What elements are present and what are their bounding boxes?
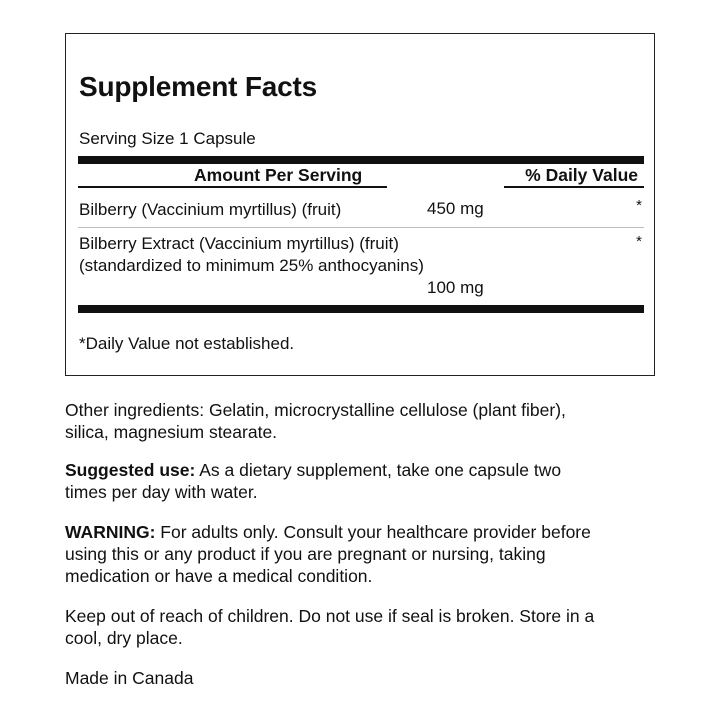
suggested-use-line1 <box>65 459 665 481</box>
suggested-use-text1: As a dietary supplement, take one capsule two <box>195 460 562 480</box>
thick-divider-bottom <box>78 305 644 313</box>
header-underline-right <box>504 186 644 188</box>
ingredient-dv-bilberry-extract: * <box>636 233 642 250</box>
ingredient-amount-bilberry: 450 mg <box>427 199 484 218</box>
suggested-use <box>65 459 665 503</box>
warning-line2: using this or any product if you are pregnant or nursing, taking <box>65 544 546 564</box>
facts-title: Supplement Facts <box>79 71 317 102</box>
thick-divider-top <box>78 156 644 164</box>
serving-size: Serving Size 1 Capsule <box>79 129 256 148</box>
country-of-origin: Made in Canada <box>65 668 194 688</box>
header-amount-per-serving: Amount Per Serving <box>194 165 363 185</box>
ingredient-name-bilberry-extract-line2: (standardized to minimum 25% anthocyanins) <box>79 256 424 275</box>
row-divider <box>78 227 644 228</box>
ingredient-name-bilberry-extract-line1: Bilberry Extract (Vaccinium myrtillus) (fruit) <box>79 234 399 253</box>
suggested-use-line2: times per day with water. <box>65 482 258 502</box>
storage-notice <box>65 605 665 649</box>
storage-notice-line2: cool, dry place. <box>65 628 183 648</box>
warning-text1: For adults only. Consult your healthcare provider before <box>155 522 591 542</box>
storage-notice-line1: Keep out of reach of children. Do not use if seal is broken. Store in a <box>65 606 595 626</box>
suggested-use-label: Suggested use: <box>65 460 196 480</box>
header-daily-value: % Daily Value <box>525 165 638 185</box>
ingredient-name-bilberry: Bilberry (Vaccinium myrtillus) (fruit) <box>79 200 342 219</box>
warning-line1 <box>65 521 665 543</box>
other-ingredients-line1: Other ingredients: Gelatin, microcrystalline cellulose (plant fiber), <box>65 400 566 420</box>
other-ingredients <box>65 399 665 443</box>
warning-line3: medication or have a medical condition. <box>65 566 373 586</box>
daily-value-footnote: *Daily Value not established. <box>79 334 295 353</box>
warning <box>65 521 665 587</box>
supplement-facts-panel <box>65 33 655 376</box>
header-underline-left <box>78 186 387 188</box>
ingredient-dv-bilberry: * <box>636 197 642 214</box>
warning-label: WARNING: <box>65 522 156 542</box>
ingredient-amount-bilberry-extract: 100 mg <box>427 278 484 297</box>
other-ingredients-line2: silica, magnesium stearate. <box>65 422 278 442</box>
